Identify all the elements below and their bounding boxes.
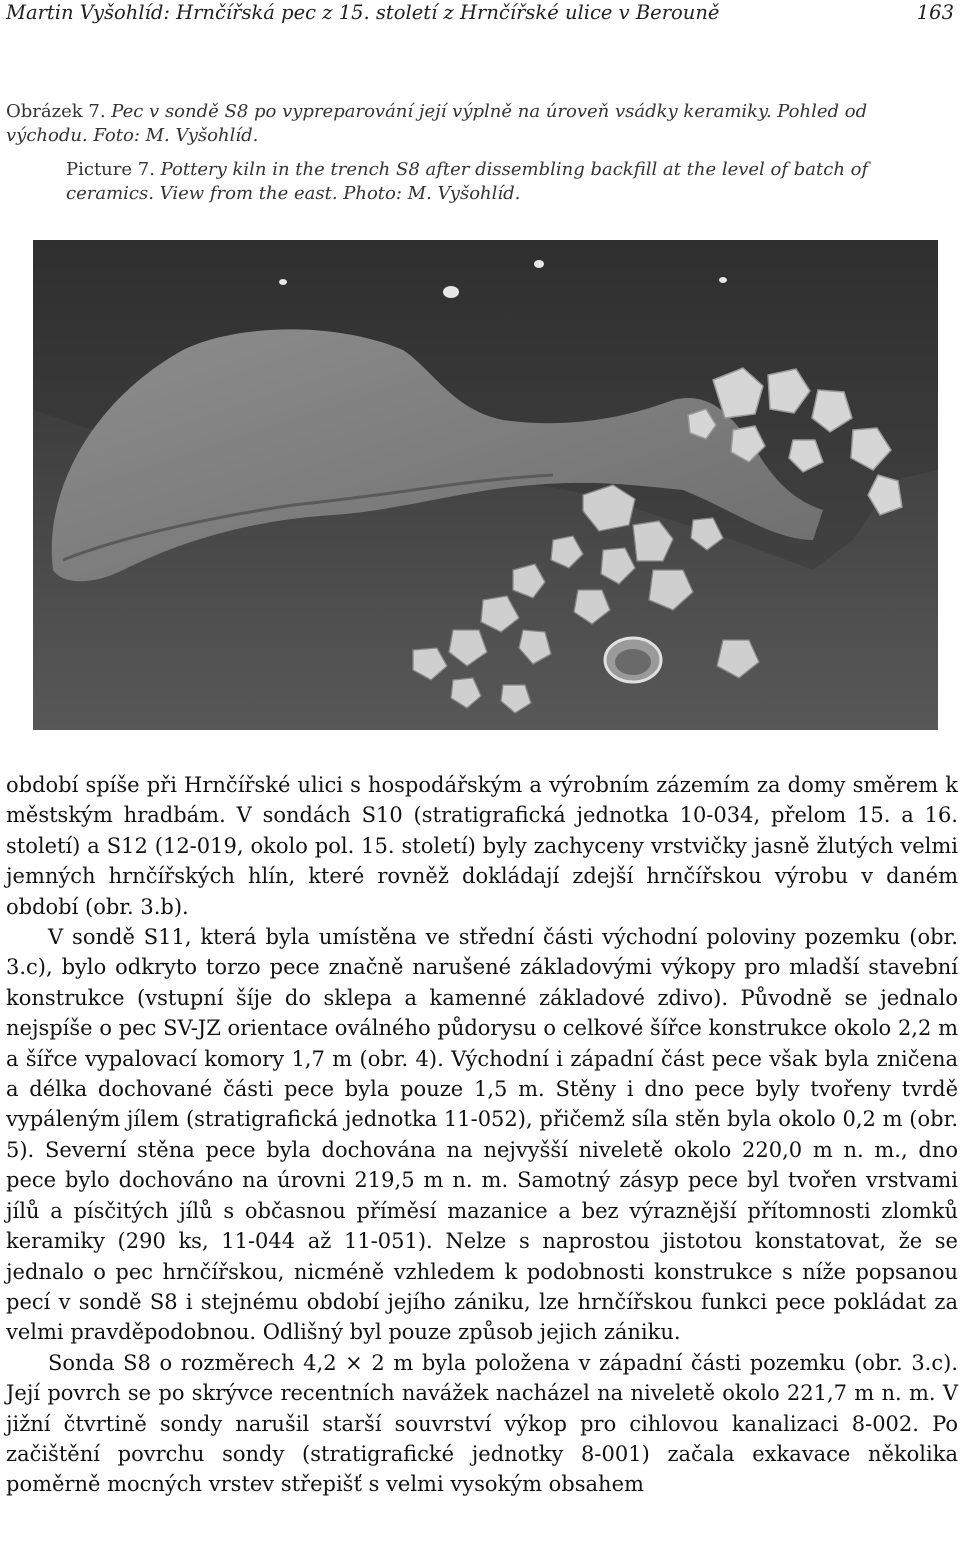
figure-caption-czech [6,100,954,148]
vessel-interior [615,649,651,675]
running-title: Martin Vyšohlíd: Hrnčířská pec z 15. století z Hrnčířské ulice v Berouně [6,1,720,24]
body-text [6,770,958,1500]
figure-caption-english [6,158,954,206]
caption-label-english: Picture 7. [66,159,155,180]
caption-label-czech: Obrázek 7. [6,101,106,122]
paragraph-1: období spíše při Hrnčířské ulici s hospodářským a výrobním zázemím za domy směrem k městským hradbám. V sondách S10 (stratigrafická jednotka 10-034, přelom 15. a 16. století) a S12 (12-019, okolo pol. 15. století) byly zachyceny vrstvičky jasně žlutých velmi jemných hrnčířských hlín, které rovněž dokládají zdejší hrnčířskou výrobu v daném období (obr. 3.b). [6,773,958,919]
caption-text-czech: Pec v sondě S8 po vypreparování její výplně na úroveň vsádky keramiky. Pohled od východu. Foto: M. Vyšohlíd. [6,101,868,146]
paragraph-2: V sondě S11, která byla umístěna ve střední části východní poloviny pozemku (obr. 3.c), bylo odkryto torzo pece značně narušené základovými výkopy pro mladší stavební konstrukce (vstupní šíje do sklepa a kamenné základové zdivo). Původně se jednalo nejspíše o pec SV-JZ orientace oválného půdorysu o celkové šířce konstrukce okolo 2,2 m a šířce vypalovací komory 1,7 m (obr. 4). Východní i západní část pece však byla zničena a délka dochované části pece byla pouze 1,5 m. Stěny i dno pece byly tvořeny tvrdě vypáleným jílem (stratigrafická jednotka 11-052), přičemž síla stěn byla okolo 0,2 m (obr. 5). Severní stěna pece byla dochována na nejvyšší niveletě okolo 220,0 m n. m., dno pece bylo dochováno na úrovni 219,5 m n. m. Samotný zásyp pece byl tvořen vrstvami jílů a písčitých jílů s občasnou příměsí mazanice a bez výraznější přítomnosti zlomků keramiky (290 ks, 11-044 až 11-051). Nelze s naprostou jistotou konstatovat, že se jednalo o pec hrnčířskou, nicméně vzhledem k podobnosti konstrukce s níže popsanou pecí v sondě S8 i stejnému období jejího zániku, lze hrnčířskou funkci pece pokládat za velmi pravděpodobnou. Odlišný byl pouze způsob jejich zániku. [6,925,958,1345]
excavation-photo [33,240,938,730]
caption-text-english: Pottery kiln in the trench S8 after dissembling backfill at the level of batch of ceramics. View from the east. Photo: M. Vyšohlíd. [66,159,869,204]
running-header [6,0,954,26]
paragraph-3: Sonda S8 o rozměrech 4,2 × 2 m byla položena v západní části pozemku (obr. 3.c). Její povrch se po skrývce recentních navážek nacházel na niveletě okolo 221,7 m n. m. V jižní čtvrtině sondy narušil starší souvrství výkop pro cihlovou kanalizaci 8-002. Po začištění povrchu sondy (stratigrafické jednotky 8-001) začala exkavace několika poměrně mocných vrstev střepišť s velmi vysokým obsahem [6,1350,958,1497]
kiln-photo-illustration [33,240,938,730]
page-number: 163 [916,1,954,24]
